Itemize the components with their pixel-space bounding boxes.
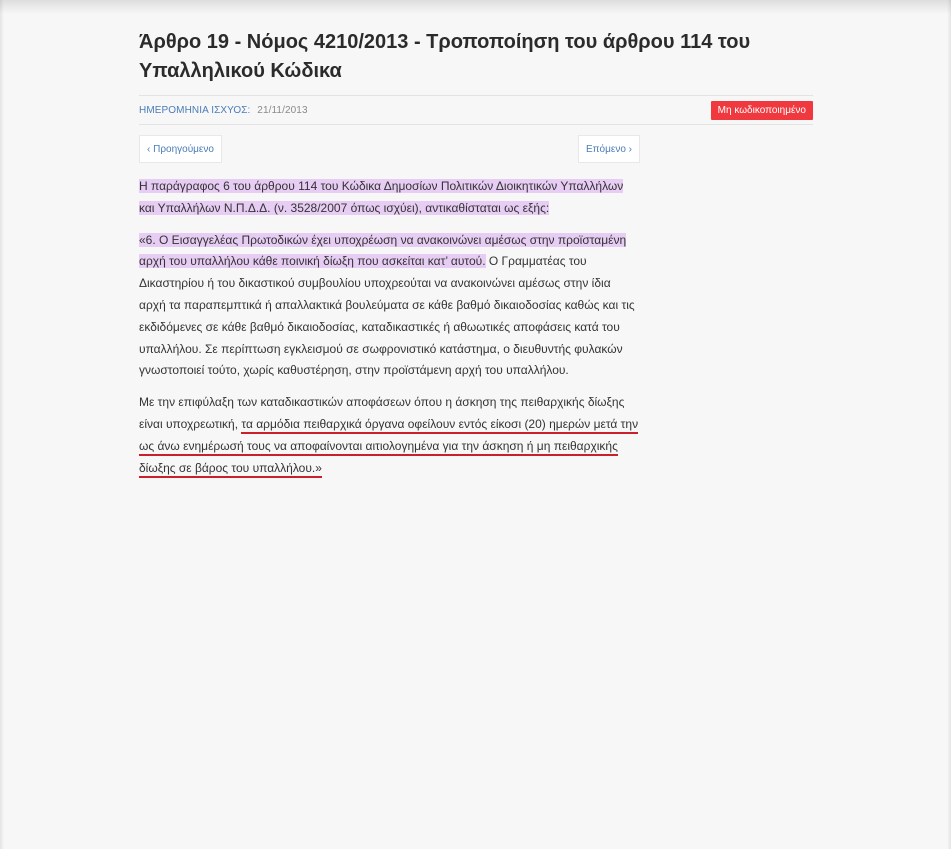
article-title: Άρθρο 19 - Νόμος 4210/2013 - Τροποποίηση του άρθρου 114 του Υπαλληλικού Κώδικα [139, 31, 751, 82]
effective-date-label: ΗΜΕΡΟΜΗΝΙΑ ΙΣΧΥΟΣ: [139, 104, 251, 116]
highlighted-text: Η παράγραφος 6 του άρθρου 114 του Κώδικα Δημοσίων Πολιτικών Διοικητικών Υπαλλήλων και Υπαλλήλων Ν.Π.Δ.Δ. (ν. 3528/2007 όπως ισχύει), αντικαθίσταται ως εξής: [139, 179, 624, 215]
article-container [139, 28, 813, 489]
underlined-text: τα αρμόδια πειθαρχικά όργανα οφείλουν εντός είκοσι (20) ημερών μετά την ως άνω ενημέρωσή τους να αποφαίνονται αιτιολογημένα για την άσκηση ή μη πειθαρχικής δίωξης σε βάρος του υπαλλήλου.» [139, 417, 638, 478]
paragraph-2 [139, 230, 639, 383]
effective-date-value: 21/11/2013 [257, 104, 308, 116]
article-body [139, 176, 639, 479]
next-button[interactable]: Επόμενο › [578, 135, 640, 163]
previous-button[interactable]: ‹ Προηγούμενο [139, 135, 222, 163]
top-shadow [0, 0, 951, 14]
highlighted-text: «6. Ο Εισαγγελέας Πρωτοδικών έχει υποχρέωση να ανακοινώνει αμέσως στην προϊσταμένη αρχή του υπαλλήλου κάθε ποινική δίωξη που ασκείται κατ’ αυτού. [139, 232, 627, 269]
left-shadow [0, 0, 4, 849]
effective-date [139, 105, 308, 116]
paragraph-3 [139, 392, 639, 479]
paragraph-text: Ο Γραμματέας του Δικαστηρίου ή του δικαστικού συμβουλίου υποχρεούται να ανακοινώνει αμέσως στην ίδια αρχή τα παραπεμπτικά ή απαλλακτικά βουλεύματα σε κάθε βαθμό δικαιοδοσίας καθώς και τις εκδιδόμενες σε κάθε βαθμό δικαιοδοσίας, καταδικαστικές ή αθωωτικές αποφάσεις κατά του υπαλλήλου. Σε περίπτωση εγκλεισμού σε σωφρονιστικό κατάστημα, ο διευθυντής φυλακών γνωστοποιεί τούτο, χωρίς καθυστέρηση, στην προϊστάμενη αρχή του υπαλλήλου. [139, 254, 635, 378]
article-meta-bar [139, 95, 813, 125]
status-badge: Μη κωδικοποιημένο [711, 101, 813, 120]
article-navigation [139, 135, 640, 165]
right-shadow [947, 0, 951, 849]
paragraph-1 [139, 176, 639, 220]
paragraph-text: Με την επιφύλαξη των καταδικαστικών αποφάσεων όπου η άσκηση της πειθαρχικής δίωξης είναι υποχρεωτική, [139, 395, 625, 431]
